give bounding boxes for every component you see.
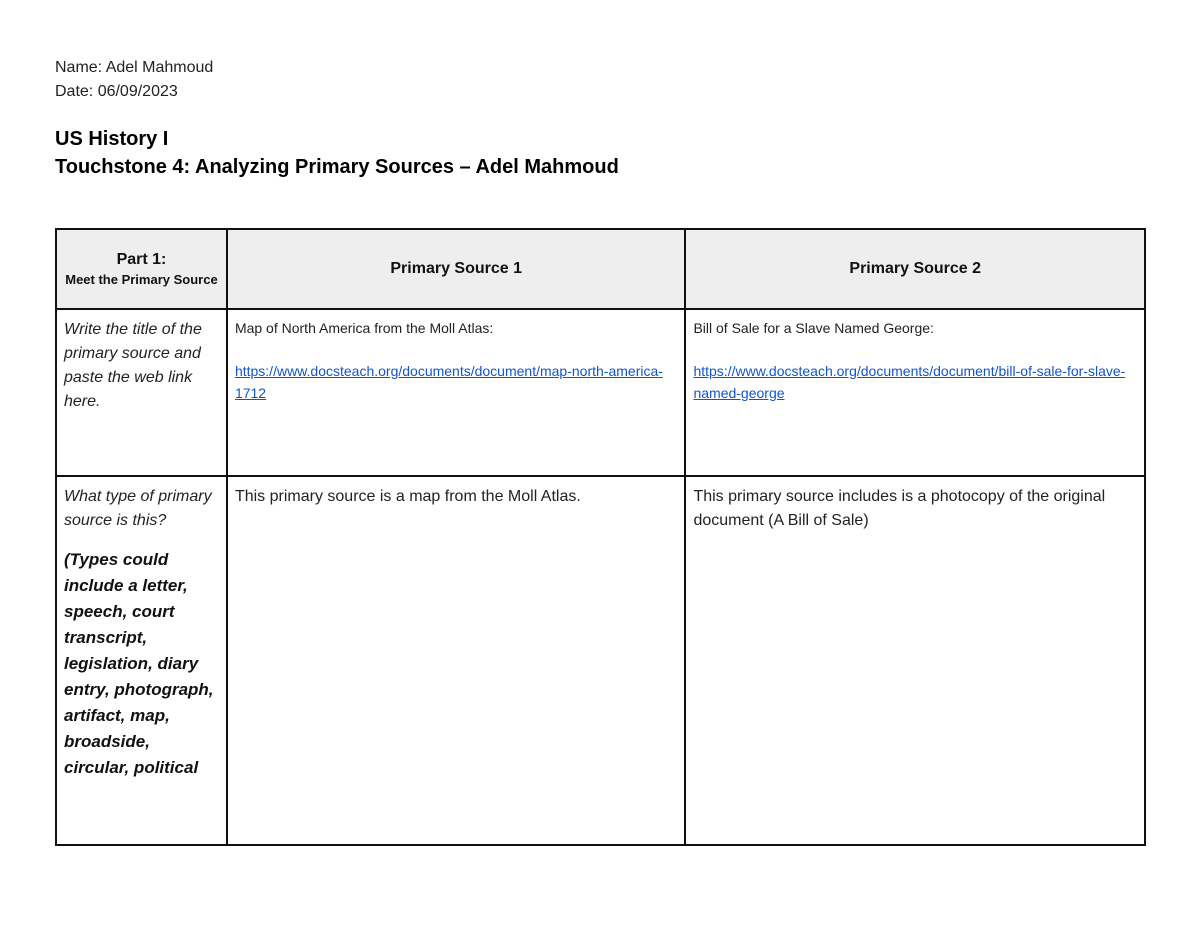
source2-cell [685,476,1145,845]
source2-header: Primary Source 2 [685,229,1145,309]
date-line: Date: 06/09/2023 [55,83,178,100]
part-header-cell [56,229,227,309]
source1-cell [227,309,686,476]
name-line: Name: Adel Mahmoud [55,59,214,76]
question-cell [56,476,227,845]
source1-header: Primary Source 1 [227,229,686,309]
document-title [55,125,619,181]
table-header-row [56,229,1145,309]
source1-title: Map of North America from the Moll Atlas: [234,320,494,336]
part-label: Part 1: [116,250,167,268]
source2-answer: This primary source includes is a photocopy of the original document (A Bill of Sale) [693,488,1106,529]
source1-cell [227,476,686,845]
assignment-title: Touchstone 4: Analyzing Primary Sources – Adel Mahmoud [55,156,619,178]
source1-link[interactable]: https://www.docsteach.org/documents/document/map-north-america-1712 [234,363,663,401]
source2-cell [685,309,1145,476]
table-row [56,476,1145,845]
question-text: Write the title of the primary source and paste the web link here. [64,321,202,410]
question-cell [56,309,227,476]
table-row [56,309,1145,476]
question-text: What type of primary source is this? [64,488,212,529]
worksheet-table [55,228,1146,846]
source2-title: Bill of Sale for a Slave Named George: [693,320,934,336]
source1-answer: This primary source is a map from the Moll Atlas. [234,488,581,505]
course-title: US History I [55,128,169,150]
question-hint: (Types could include a letter, speech, court transcript, legislation, diary entry, photograph, artifact, map, broadside, circular, political [64,550,214,777]
document-meta [55,56,213,104]
part-sublabel: Meet the Primary Source [65,271,218,287]
source2-link[interactable]: https://www.docsteach.org/documents/document/bill-of-sale-for-slave-named-george [693,363,1126,401]
